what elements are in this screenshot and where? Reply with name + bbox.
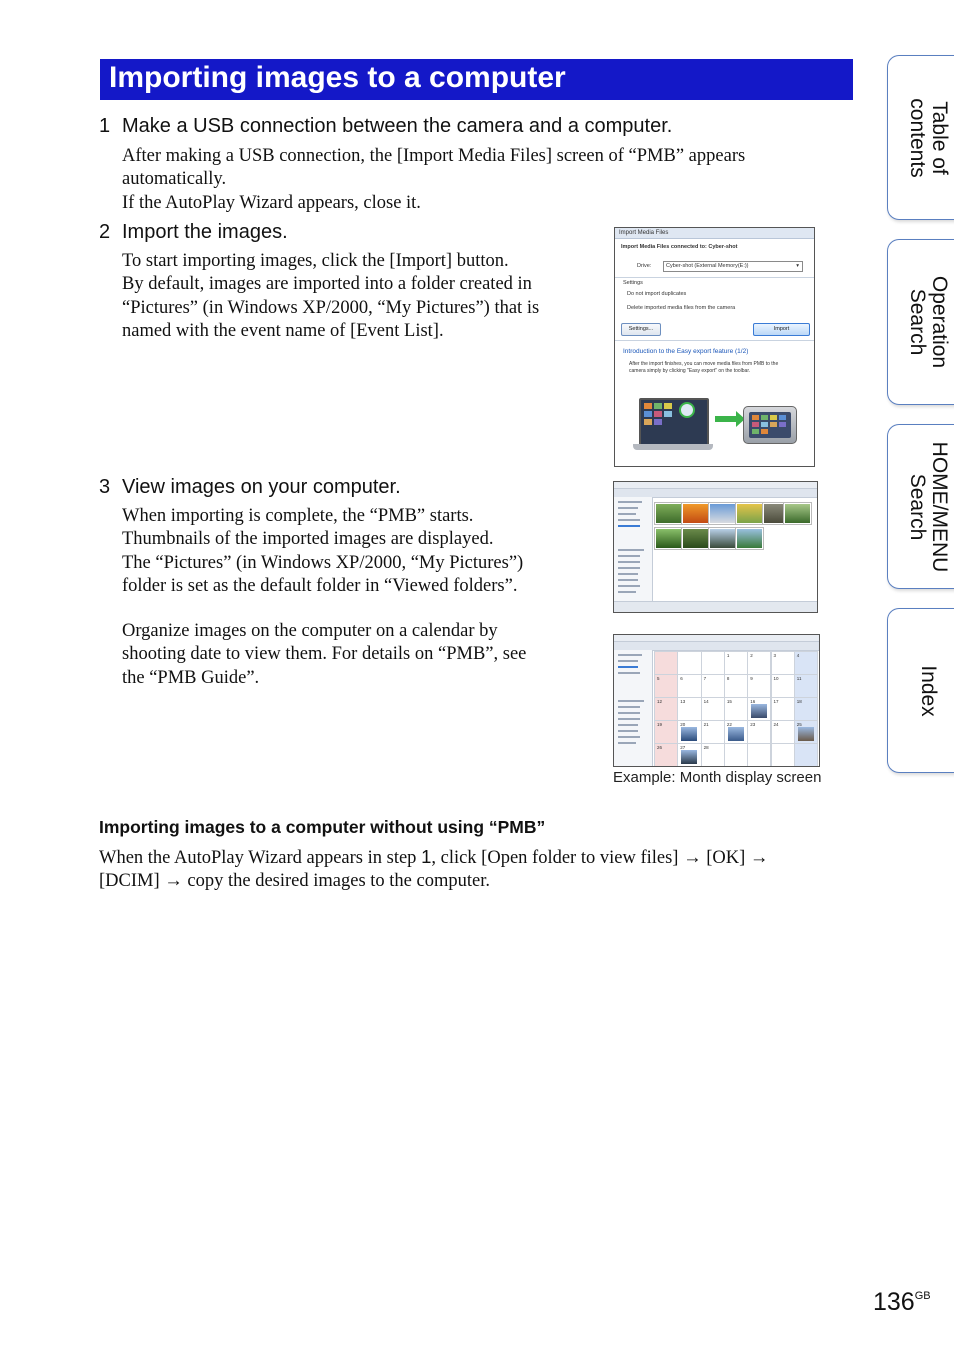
calendar-day-cell[interactable] (794, 720, 818, 744)
laptop-base (633, 444, 713, 450)
calendar-day-cell[interactable] (747, 651, 771, 675)
calendar-day-cell[interactable] (654, 743, 678, 767)
calendar-day-number: 28 (703, 745, 709, 750)
arrow-right-icon: → (683, 848, 702, 868)
calendar-day-number: 25 (796, 722, 802, 727)
arrow-right-icon: → (749, 848, 769, 868)
calendar-day-cell[interactable] (747, 674, 771, 698)
tab-label: Table of contents (905, 97, 951, 178)
calendar-day-number: 23 (750, 722, 756, 727)
calendar-day-cell[interactable] (747, 720, 771, 744)
calendar-day-cell[interactable] (701, 720, 725, 744)
folder-tree-pane (614, 497, 653, 602)
calendar-day-number: 9 (750, 676, 753, 681)
calendar-day-cell[interactable] (701, 743, 725, 767)
calendar-day-cell[interactable] (724, 697, 748, 721)
calendar-day-cell[interactable] (724, 674, 748, 698)
drive-select[interactable]: Cyber-shot (External Memory(E:)) ▾ (663, 261, 803, 272)
calendar-day-number: 17 (773, 699, 779, 704)
thumbnail[interactable] (682, 503, 709, 524)
calendar-day-cell[interactable] (701, 674, 725, 698)
thumbnail[interactable] (709, 503, 736, 524)
calendar-day-number: 26 (657, 745, 663, 750)
calendar-day-cell[interactable] (747, 697, 771, 721)
calendar-day-cell[interactable] (794, 743, 818, 767)
dialog-subtitle: Import Media Files connected to: Cyber-shot (621, 244, 738, 250)
calendar-day-number: 8 (726, 676, 730, 681)
thumbnail[interactable] (709, 528, 736, 549)
calendar-day-cell[interactable] (654, 697, 678, 721)
calendar-day-cell[interactable] (771, 674, 795, 698)
calendar-photo-thumbnail[interactable] (751, 704, 767, 718)
calendar-photo-thumbnail[interactable] (681, 750, 697, 764)
calendar-day-cell[interactable] (677, 651, 701, 675)
section-subheading: Importing images to a computer without using “PMB” (99, 817, 546, 837)
intro-description: After the import finishes, you can move media files from PMB to the camera simply by clicking "Easy export" on the toolbar. (629, 361, 779, 374)
pmb-browser-screenshot (613, 481, 818, 613)
step-3-body-organize: Organize images on the computer on a calendar by shooting date to view them. For details on “PMB”, see the “PMB Guide”. (122, 621, 527, 688)
calendar-day-cell[interactable] (724, 743, 748, 767)
arrow-right-icon: → (164, 871, 183, 892)
dialog-title: Import Media Files (615, 228, 814, 239)
step-3-body: When importing is complete, the “PMB” starts. Thumbnails of the imported images are displayed. The “Pictures” (in Windows XP/2000, “My Pictures”) folder is set as the default folder in “Viewed folders”. (122, 506, 524, 596)
step-1-body: After making a USB connection, the [Import Media Files] screen of “PMB” appears automatically. If the AutoPlay Wizard appears, close it. (122, 146, 746, 213)
calendar-day-cell[interactable] (654, 674, 678, 698)
tab-home-menu-search[interactable] (887, 424, 954, 589)
calendar-day-cell[interactable] (771, 651, 795, 675)
page-number: $136^{GB}$ (873, 1288, 931, 1316)
tab-index[interactable] (887, 608, 954, 773)
arrow-right-icon (715, 416, 737, 422)
calendar-day-number: 5 (657, 676, 660, 681)
chevron-down-icon: ▾ (796, 263, 799, 269)
calendar-photo-thumbnail[interactable] (728, 727, 744, 741)
thumbnail[interactable] (682, 528, 709, 549)
camera-screen-thumbnails-icon (749, 412, 791, 438)
calendar-day-cell[interactable] (794, 674, 818, 698)
option-delete-imported: Delete imported media files from the camera (627, 305, 736, 311)
calendar-photo-thumbnail[interactable] (681, 727, 697, 741)
thumbnail[interactable] (655, 528, 682, 549)
calendar-day-cell[interactable] (794, 651, 818, 675)
calendar-day-cell[interactable] (677, 674, 701, 698)
calendar-day-number: 7 (703, 676, 707, 681)
calendar-day-number: 11 (796, 676, 802, 681)
laptop-illustration (639, 398, 709, 447)
step-2-body: To start importing images, click the [Import] button. By default, images are imported into a folder created in “Pictures” (in Windows XP/2000, “My Pictures”) that is named with the event name of [Event List]. (122, 251, 540, 341)
calendar-day-number: 24 (773, 722, 779, 727)
calendar-day-cell[interactable] (677, 743, 701, 767)
tab-label: HOME/MENU Search (905, 441, 951, 572)
thumbnail[interactable] (784, 503, 811, 524)
calendar-day-number: 27 (680, 745, 686, 750)
thumbnail[interactable] (655, 503, 682, 524)
tab-label: Operation Search (905, 275, 951, 369)
tab-label: Index (916, 664, 940, 717)
calendar-day-number: 1 (726, 653, 730, 658)
calendar-day-cell[interactable] (701, 697, 725, 721)
thumbnail[interactable] (736, 503, 763, 524)
calendar-day-number: 4 (796, 653, 800, 658)
calendar-day-number: 16 (750, 699, 756, 704)
calendar-photo-thumbnail[interactable] (798, 727, 814, 741)
calendar-day-number: 22 (726, 722, 732, 727)
calendar-day-number: 12 (657, 699, 663, 704)
folder-tree-pane (614, 650, 653, 766)
thumbnail[interactable] (736, 528, 763, 549)
calendar-day-cell[interactable] (677, 720, 701, 744)
calendar-day-number: 19 (657, 722, 663, 727)
drive-label: Drive: (637, 263, 652, 269)
calendar-day-number: 2 (750, 653, 753, 658)
calendar-day-cell[interactable] (794, 697, 818, 721)
calendar-day-cell[interactable] (724, 651, 748, 675)
calendar-day-cell[interactable] (747, 743, 771, 767)
calendar-day-number: 18 (796, 699, 802, 704)
calendar-day-cell[interactable] (654, 720, 678, 744)
import-dialog-screenshot (614, 227, 815, 467)
calendar-day-cell[interactable] (654, 651, 678, 675)
calendar-day-cell[interactable] (701, 651, 725, 675)
calendar-day-cell[interactable] (771, 697, 795, 721)
settings-button[interactable]: Settings... (621, 323, 661, 336)
calendar-day-cell[interactable] (724, 720, 748, 744)
calendar-day-number: 10 (773, 676, 779, 681)
step-1-heading: 1 Make a USB connection between the camera and a computer. (99, 115, 673, 137)
without-pmb-paragraph: When the AutoPlay Wizard appears in step 1, click [Open folder to view files] → [OK] → [DCIM] → copy the desired images to the computer. (99, 846, 769, 892)
calendar-day-cell[interactable] (771, 743, 795, 767)
calendar-day-number: 20 (680, 722, 686, 727)
settings-label: Settings (623, 280, 643, 286)
import-button[interactable]: Import (753, 323, 810, 336)
tab-operation-search[interactable] (887, 239, 954, 405)
calendar-day-number: 3 (773, 653, 777, 658)
screenshot-caption: Example: Month display screen (613, 769, 822, 786)
calendar-day-number: 15 (726, 699, 732, 704)
page-title: Importing images to a computer (100, 59, 853, 100)
calendar-day-number: 14 (703, 699, 709, 704)
calendar-day-cell[interactable] (677, 697, 701, 721)
camera-illustration (743, 406, 797, 444)
tab-table-of-contents[interactable] (887, 55, 954, 220)
intro-heading: Introduction to the Easy export feature (1/2) (623, 348, 749, 355)
pmb-calendar-screenshot (613, 634, 820, 767)
calendar-day-number: 21 (703, 722, 709, 727)
step-3-heading: 3 View images on your computer. (99, 476, 401, 498)
option-no-duplicates: Do not import duplicates (627, 291, 687, 297)
step-2-heading: 2 Import the images. (99, 221, 288, 243)
calendar-day-number: 6 (680, 676, 683, 681)
laptop-thumbnails-icon (641, 400, 703, 441)
calendar-day-number: 13 (680, 699, 686, 704)
calendar-day-cell[interactable] (771, 720, 795, 744)
